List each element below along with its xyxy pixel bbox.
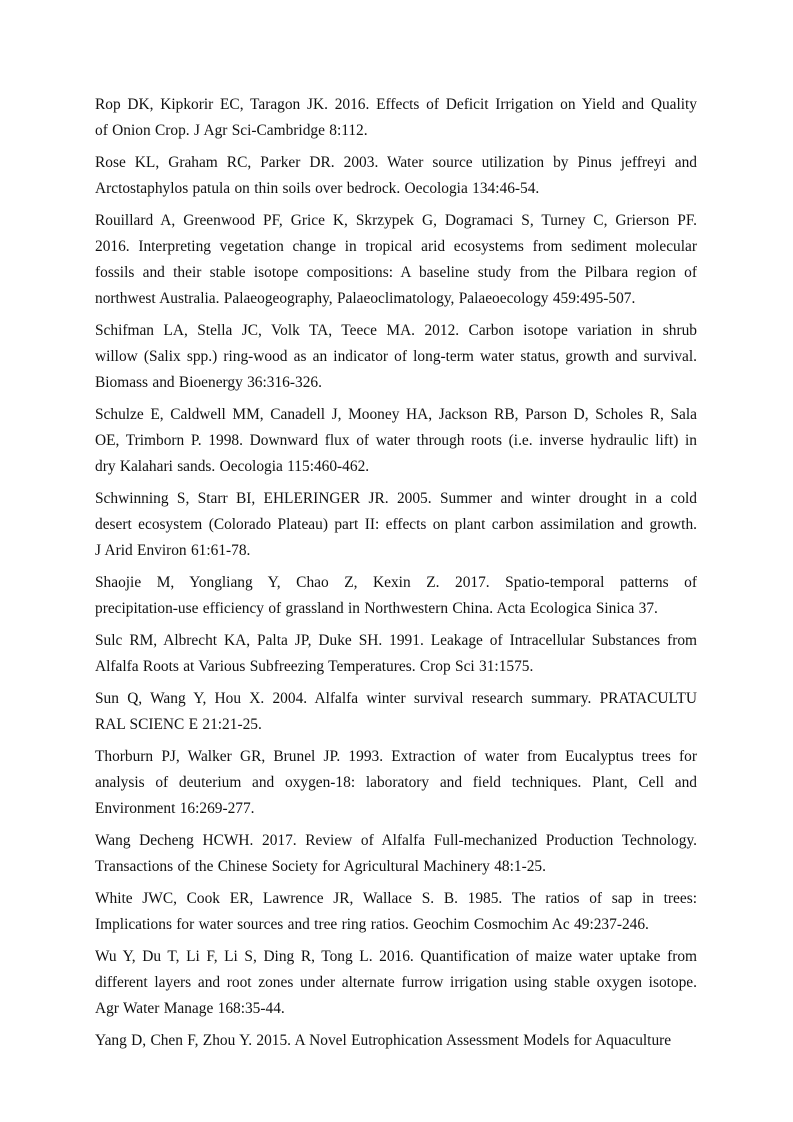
reference-list: [95, 92, 697, 1054]
reference-line: 2016. Interpreting vegetation change in tropical arid ecosystems from sediment molecular: [95, 238, 697, 255]
reference-line: Wang Decheng HCWH. 2017. Review of Alfalfa Full-mechanized Production Technology.: [95, 832, 697, 849]
reference-line: desert ecosystem (Colorado Plateau) part II: effects on plant carbon assimilation and growth.: [95, 516, 697, 533]
reference-entry: [95, 486, 697, 564]
reference-line: Yang D, Chen F, Zhou Y. 2015. A Novel Eutrophication Assessment Models for Aquaculture: [95, 1032, 672, 1049]
reference-line: analysis of deuterium and oxygen-18: laboratory and field techniques. Plant, Cell and: [95, 774, 697, 791]
reference-entry: [95, 318, 697, 396]
reference-entry: [95, 402, 697, 480]
reference-line: Arctostaphylos patula on thin soils over bedrock. Oecologia 134:46-54.: [95, 180, 540, 197]
reference-page: [95, 92, 697, 1060]
reference-entry: [95, 686, 697, 738]
reference-line: Schwinning S, Starr BI, EHLERINGER JR. 2005. Summer and winter drought in a cold: [95, 490, 697, 507]
reference-line: Sun Q, Wang Y, Hou X. 2004. Alfalfa winter survival research summary. PRATACULTU: [95, 690, 697, 707]
reference-line: Shaojie M, Yongliang Y, Chao Z, Kexin Z. 2017. Spatio-temporal patterns of: [95, 574, 697, 591]
reference-line: Environment 16:269-277.: [95, 800, 255, 817]
reference-line: Rop DK, Kipkorir EC, Taragon JK. 2016. Effects of Deficit Irrigation on Yield and Quality: [95, 96, 697, 113]
reference-line: J Arid Environ 61:61-78.: [95, 542, 251, 559]
reference-entry: [95, 208, 697, 312]
reference-entry: [95, 944, 697, 1022]
reference-line: Agr Water Manage 168:35-44.: [95, 1000, 285, 1017]
reference-entry: [95, 570, 697, 622]
reference-line: precipitation-use efficiency of grassland in Northwestern China. Acta Ecologica Sinica 37.: [95, 600, 658, 617]
reference-line: Sulc RM, Albrecht KA, Palta JP, Duke SH. 1991. Leakage of Intracellular Substances from: [95, 632, 697, 649]
reference-entry: [95, 828, 697, 880]
reference-entry: [95, 628, 697, 680]
reference-line: willow (Salix spp.) ring-wood as an indicator of long-term water status, growth and survival.: [95, 348, 697, 365]
reference-line: Schifman LA, Stella JC, Volk TA, Teece MA. 2012. Carbon isotope variation in shrub: [95, 322, 697, 339]
reference-entry: [95, 886, 697, 938]
reference-line: Biomass and Bioenergy 36:316-326.: [95, 374, 322, 391]
reference-line: Implications for water sources and tree ring ratios. Geochim Cosmochim Ac 49:237-246.: [95, 916, 649, 933]
reference-line: fossils and their stable isotope compositions: A baseline study from the Pilbara region of: [95, 264, 697, 281]
reference-line: Rouillard A, Greenwood PF, Grice K, Skrzypek G, Dogramaci S, Turney C, Grierson PF.: [95, 212, 697, 229]
reference-entry: [95, 150, 697, 202]
reference-line: Transactions of the Chinese Society for Agricultural Machinery 48:1-25.: [95, 858, 546, 875]
reference-line: Rose KL, Graham RC, Parker DR. 2003. Water source utilization by Pinus jeffreyi and: [95, 154, 697, 171]
reference-line: of Onion Crop. J Agr Sci-Cambridge 8:112.: [95, 122, 368, 139]
reference-line: Wu Y, Du T, Li F, Li S, Ding R, Tong L. 2016. Quantification of maize water uptake from: [95, 948, 697, 965]
reference-line: northwest Australia. Palaeogeography, Palaeoclimatology, Palaeoecology 459:495-507.: [95, 290, 636, 307]
reference-entry: [95, 744, 697, 822]
reference-line: Alfalfa Roots at Various Subfreezing Temperatures. Crop Sci 31:1575.: [95, 658, 534, 675]
reference-entry: [95, 92, 697, 144]
reference-line: Thorburn PJ, Walker GR, Brunel JP. 1993. Extraction of water from Eucalyptus trees for: [95, 748, 697, 765]
reference-line: different layers and root zones under alternate furrow irrigation using stable oxygen isotope.: [95, 974, 697, 991]
reference-line: OE, Trimborn P. 1998. Downward flux of water through roots (i.e. inverse hydraulic lift) in: [95, 432, 697, 449]
reference-line: dry Kalahari sands. Oecologia 115:460-462.: [95, 458, 370, 475]
reference-line: RAL SCIENC E 21:21-25.: [95, 716, 262, 733]
reference-entry: [95, 1028, 697, 1054]
reference-line: Schulze E, Caldwell MM, Canadell J, Mooney HA, Jackson RB, Parson D, Scholes R, Sala: [95, 406, 697, 423]
reference-line: White JWC, Cook ER, Lawrence JR, Wallace S. B. 1985. The ratios of sap in trees:: [95, 890, 697, 907]
